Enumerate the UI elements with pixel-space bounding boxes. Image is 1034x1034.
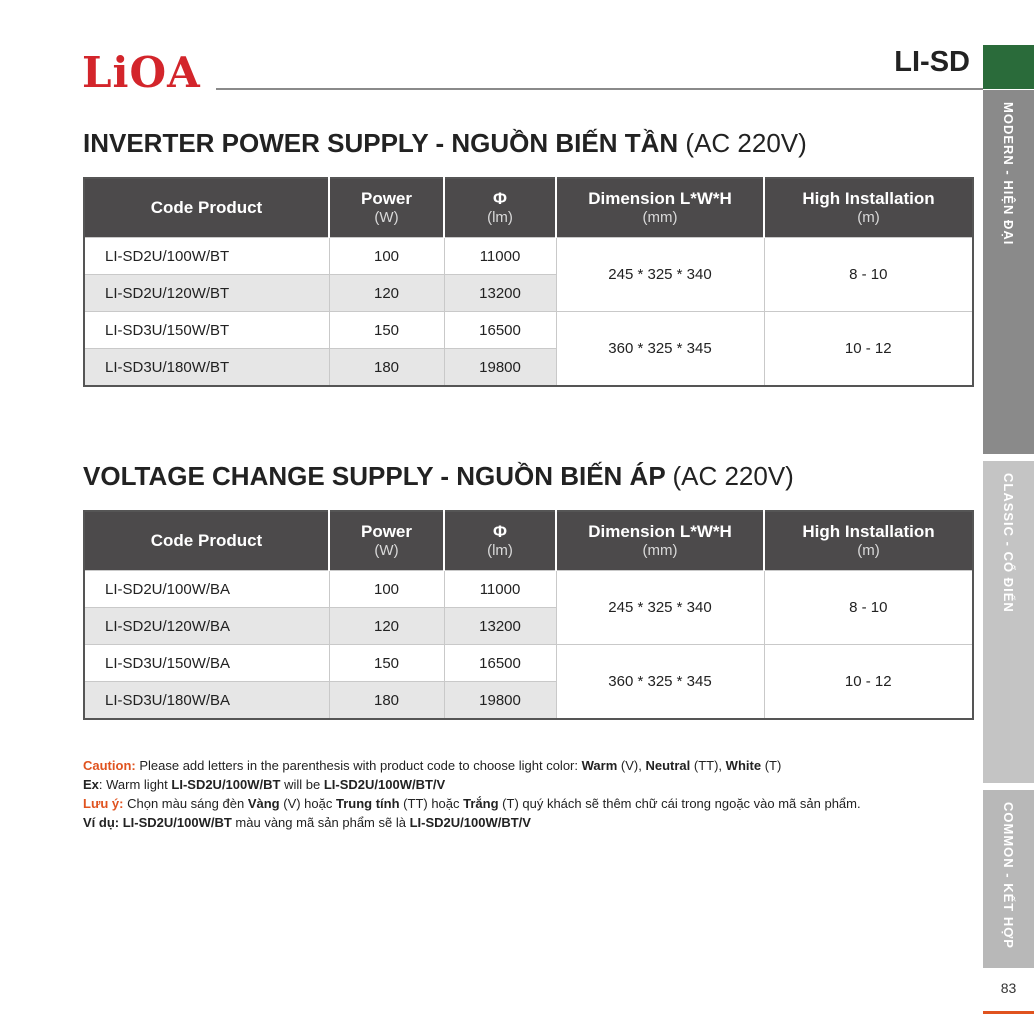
cell-code: LI-SD3U/150W/BA (84, 645, 329, 682)
cell-flux: 16500 (444, 645, 556, 682)
table-row (84, 645, 973, 682)
table-header-row (84, 178, 973, 238)
section-title-bold: VOLTAGE CHANGE SUPPLY - NGUỒN BIẾN ÁP (83, 461, 666, 491)
cell-flux: 13200 (444, 275, 556, 312)
table-header-row (84, 511, 973, 571)
side-tab-label: MODERN - HIỆN ĐẠI (1001, 102, 1016, 246)
cell-code: LI-SD2U/120W/BA (84, 608, 329, 645)
inverter-spec-table (83, 177, 974, 387)
col-dimension: Dimension L*W*H (mm) (556, 178, 764, 238)
cell-code: LI-SD2U/100W/BT (84, 238, 329, 275)
example-vi-line: Ví dụ: LI-SD2U/100W/BT màu vàng mã sản phẩm sẽ là LI-SD2U/100W/BT/V (83, 815, 531, 830)
cell-flux: 16500 (444, 312, 556, 349)
table-row (84, 238, 973, 275)
col-code-product: Code Product (84, 178, 329, 238)
header-divider (216, 88, 983, 90)
cell-power: 180 (329, 349, 444, 387)
col-code-product: Code Product (84, 511, 329, 571)
series-code: LI-SD (894, 46, 970, 78)
cell-power: 120 (329, 608, 444, 645)
col-installation-height: High Installation (m) (764, 178, 973, 238)
cell-dimension: 360 * 325 * 345 (556, 312, 764, 387)
cell-flux: 11000 (444, 571, 556, 608)
col-dimension: Dimension L*W*H (mm) (556, 511, 764, 571)
cell-power: 180 (329, 682, 444, 720)
cell-dimension: 245 * 325 * 340 (556, 238, 764, 312)
section-title-voltage-change (83, 463, 794, 489)
brand-logo: LiOA (82, 48, 201, 97)
cell-flux: 13200 (444, 608, 556, 645)
col-installation-height: High Installation (m) (764, 511, 973, 571)
cell-power: 100 (329, 571, 444, 608)
cell-height: 8 - 10 (764, 571, 973, 645)
cell-code: LI-SD3U/180W/BT (84, 349, 329, 387)
side-tab-classic[interactable] (983, 461, 1034, 783)
cell-height: 8 - 10 (764, 238, 973, 312)
cell-flux: 19800 (444, 682, 556, 720)
col-flux: Φ (lm) (444, 511, 556, 571)
side-tab-modern[interactable] (983, 90, 1034, 454)
cell-code: LI-SD2U/120W/BT (84, 275, 329, 312)
table-row (84, 312, 973, 349)
table-row (84, 571, 973, 608)
cell-power: 150 (329, 645, 444, 682)
series-color-block (983, 45, 1034, 89)
cell-code: LI-SD2U/100W/BA (84, 571, 329, 608)
section-title-inverter (83, 130, 807, 156)
note-vi-line: Lưu ý: Chọn màu sáng đèn Vàng (V) hoặc Trung tính (TT) hoặc Trắng (T) quý khách sẽ thêm chữ cái trong ngoặc vào mã sản phẩm. (83, 796, 861, 811)
cell-code: LI-SD3U/180W/BA (84, 682, 329, 720)
section-title-voltage: (AC 220V) (672, 461, 794, 491)
cell-height: 10 - 12 (764, 645, 973, 720)
page-number: 83 (1000, 980, 1017, 996)
caution-label: Caution: (83, 758, 136, 773)
cell-dimension: 360 * 325 * 345 (556, 645, 764, 720)
cell-flux: 19800 (444, 349, 556, 387)
page-number-underline (983, 1011, 1034, 1014)
notes-block (83, 756, 861, 832)
cell-power: 100 (329, 238, 444, 275)
note-vi-label: Lưu ý: (83, 796, 124, 811)
cell-height: 10 - 12 (764, 312, 973, 387)
caution-line: Caution: Please add letters in the parenthesis with product code to choose light color: Warm (V), Neutral (TT), White (T) (83, 758, 782, 773)
section-title-voltage: (AC 220V) (685, 128, 807, 158)
cell-code: LI-SD3U/150W/BT (84, 312, 329, 349)
cell-flux: 11000 (444, 238, 556, 275)
cell-dimension: 245 * 325 * 340 (556, 571, 764, 645)
voltage-change-spec-table (83, 510, 974, 720)
side-tab-label: CLASSIC - CỔ ĐIỂN (1001, 473, 1016, 613)
col-power: Power (W) (329, 178, 444, 238)
side-tab-common[interactable] (983, 790, 1034, 968)
side-tab-label: COMMON - KẾT HỢP (1001, 802, 1016, 949)
cell-power: 120 (329, 275, 444, 312)
col-flux: Φ (lm) (444, 178, 556, 238)
example-line: Ex: Warm light LI-SD2U/100W/BT will be LI-SD2U/100W/BT/V (83, 777, 446, 792)
section-title-bold: INVERTER POWER SUPPLY - NGUỒN BIẾN TẦN (83, 128, 679, 158)
cell-power: 150 (329, 312, 444, 349)
col-power: Power (W) (329, 511, 444, 571)
